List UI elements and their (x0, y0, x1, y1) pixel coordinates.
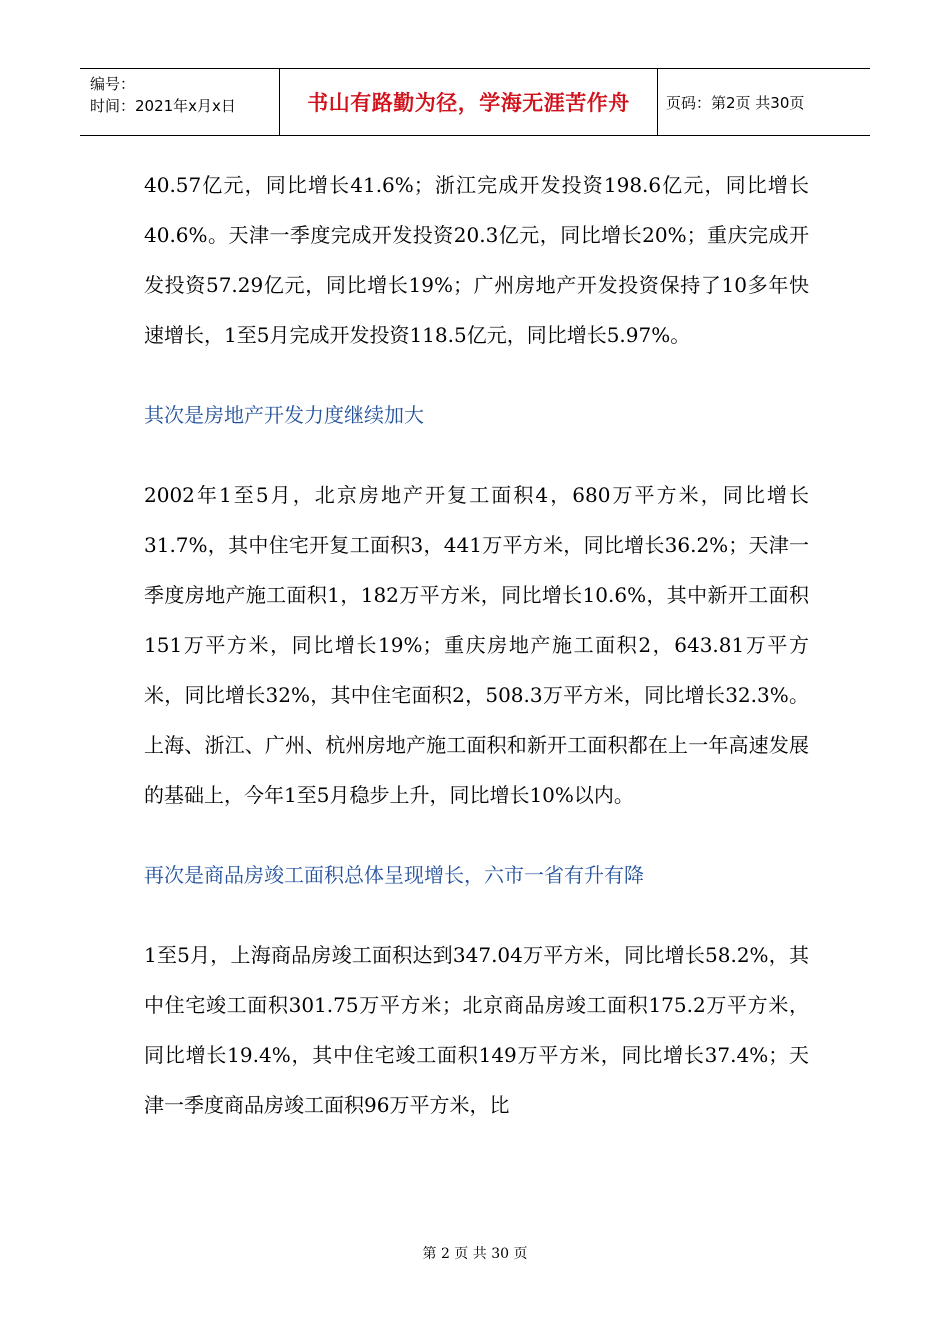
number-label: 编号： (90, 75, 136, 93)
paragraph-completion: 1至5月，上海商品房竣工面积达到347.04万平方米，同比增长58.2%，其中住宅竣工面积301.75万平方米；北京商品房竣工面积175.2万平方米，同比增长19.4%，其中住宅竣工面积149万平方米，同比增长37.4%；天津一季度商品房竣工面积96万平方米，比 (144, 943, 809, 1117)
header-page-info: 页码：第2页 共30页 (666, 93, 805, 112)
header-meta (80, 69, 280, 135)
section-heading-completion: 再次是商品房竣工面积总体呈现增长，六市一省有升有降 (144, 863, 644, 887)
paragraph-development: 2002年1至5月，北京房地产开复工面积4，680万平方米，同比增长31.7%，其中住宅开复工面积3，441万平方米，同比增长36.2%；天津一季度房地产施工面积1，182万平方米，同比增长10.6%，其中新开工面积151万平方米，同比增长19%；重庆房地产施工面积2，643.81万平方米，同比增长32%，其中住宅面积2，508.3万平方米，同比增长32.3%。上海、浙江、广州、杭州房地产施工面积和新开工面积都在上一年高速发展的基础上，今年1至5月稳步上升，同比增长10%以内。 (144, 483, 809, 807)
section-heading-development: 其次是房地产开发力度继续加大 (144, 403, 424, 427)
time-label: 时间：2021年x月x日 (90, 97, 236, 115)
paragraph-investment: 40.57亿元，同比增长41.6%；浙江完成开发投资198.6亿元，同比增长40.6%。天津一季度完成开发投资20.3亿元，同比增长20%；重庆完成开发投资57.29亿元，同比增长19%；广州房地产开发投资保持了10多年快速增长，1至5月完成开发投资118.5亿元，同比增长5.97%。 (144, 173, 809, 347)
document-body (144, 160, 809, 1130)
page-header (80, 68, 870, 136)
page-footer: 第 2 页 共 30 页 (422, 1246, 528, 1262)
header-motto: 书山有路勤为径，学海无涯苦作舟 (280, 69, 658, 135)
